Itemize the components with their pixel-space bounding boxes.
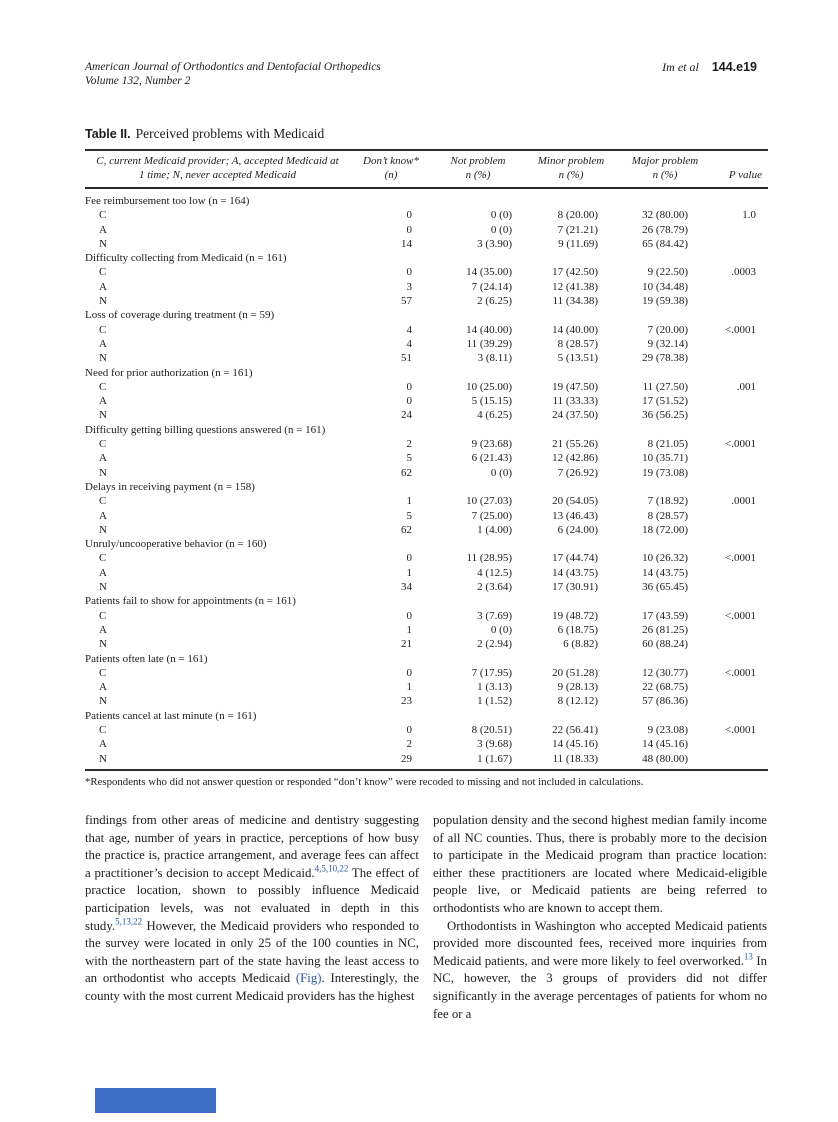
table-cell [712,351,768,365]
table-row [85,666,768,680]
table-cell: 17 (44.74) [552,552,598,565]
table-row-group: C [99,495,107,508]
table-cell: 9 (32.14) [647,337,688,350]
table-row [85,323,768,337]
table-row [85,509,768,523]
table-cell: 10 (26.32) [642,552,688,565]
table-section-label: Fee reimbursement too low (n = 164) [85,195,250,207]
table-cell: 12 (42.86) [552,452,598,465]
table-cell [712,623,768,637]
table-column-header [618,155,712,182]
table-row [85,337,768,351]
table-section-row [85,251,768,265]
table-cell: 0 [406,723,412,736]
authors: Im et al [662,60,699,74]
table-cell: 10 (35.71) [642,452,688,465]
body-column-right [433,812,767,1023]
table-cell: 6 (21.43) [471,452,512,465]
table-cell: 11 (39.29) [466,337,512,350]
table-cell: 0 [406,380,412,393]
table-key-header [85,155,350,182]
table-cell: 1 (3.13) [477,681,512,694]
table-column-header [350,155,432,182]
table-section-row [85,652,768,666]
table-cell: 1 (1.52) [477,695,512,708]
table-row-group: C [99,723,107,736]
table-cell: 4 [406,337,412,350]
table-cell: 3 (9.68) [477,738,512,751]
table-cell: 8 (20.00) [557,209,598,222]
table-cell [712,752,768,766]
table-cell: 21 (55.26) [552,438,598,451]
table-cell: 57 (86.36) [642,695,688,708]
table-cell: 5 [406,509,412,522]
table-cell: 21 [401,638,412,651]
table-row [85,551,768,565]
table-cell: 1 [406,623,412,636]
table-row-group: A [99,337,107,350]
table-cell [712,566,768,580]
table-row-group: A [99,223,107,236]
table-row-group: C [99,380,107,393]
table-cell: 1 (1.67) [477,752,512,765]
table-row-group: A [99,623,107,636]
table-cell: 11 (33.33) [552,395,598,408]
body-text-span: . Interestingly, the county with the most current Medicaid providers has the highest [85,971,419,1003]
table-cell: 26 (78.79) [642,223,688,236]
masthead [85,60,757,88]
column-header-line: P value [728,168,762,181]
table-cell: 4 [406,323,412,336]
table-cell: 8 (28.57) [647,509,688,522]
table-cell: <.0001 [725,323,756,336]
column-header-line: (n) [384,168,398,181]
table-cell: 1 [406,495,412,508]
citation-superscript[interactable]: 13 [743,951,753,962]
table-cell: 29 [401,752,412,765]
table-cell: 1 (4.00) [477,523,512,536]
table-row-group: A [99,566,107,579]
table-cell: 4 (12.5) [477,566,512,579]
running-head [662,60,757,75]
body-text-span: Orthodontists in Washington who accepted Medicaid patients provided more discounted fees, received more inquiries from Medicaid patients, and were more likely to feel overworked. [433,918,767,968]
table-row-group: A [99,738,107,751]
table-cell: 2 [406,738,412,751]
table-section-row [85,537,768,551]
table-cell: 12 (30.77) [642,666,688,679]
table-cell: 7 (21.21) [557,223,598,236]
table-cell: 14 (43.75) [552,566,598,579]
journal-volume: Volume 132, Number 2 [85,75,191,87]
table-cell: 0 [406,552,412,565]
table-cell: 26 (81.25) [642,623,688,636]
table-row [85,752,768,766]
table-title [85,126,324,142]
table-cell: 4 (6.25) [477,409,512,422]
citation-superscript[interactable]: 4,5,10,22 [314,863,349,874]
table-cell: 20 (51.28) [552,666,598,679]
table-cell [712,737,768,751]
table-cell: 9 (11.69) [558,237,598,250]
table-row-group: N [99,523,107,536]
table-body [85,189,768,771]
table-section-label: Loss of coverage during treatment (n = 59) [85,309,275,322]
table-cell: 17 (42.50) [552,266,598,279]
table-cell [712,509,768,523]
table-row [85,623,768,637]
table-row [85,380,768,394]
link-highlight-bar[interactable] [95,1088,216,1113]
table-cell: 9 (23.68) [471,438,512,451]
table-row [85,494,768,508]
table-cell: 7 (24.14) [471,280,512,293]
table-row [85,265,768,279]
table-cell: 9 (23.08) [647,723,688,736]
table-cell: 62 [401,466,412,479]
data-table [85,149,768,771]
body-paragraph [85,812,419,1006]
table-cell: 7 (20.00) [647,323,688,336]
table-cell: <.0001 [725,438,756,451]
table-cell: 1 [406,566,412,579]
table-row-group: A [99,452,107,465]
table-cell [712,223,768,237]
table-cell: 0 [406,209,412,222]
table-cell: 0 [406,609,412,622]
table-cell: 65 (84.42) [642,237,688,250]
table-section-label: Unruly/uncooperative behavior (n = 160) [85,538,267,551]
table-cell: 36 (65.45) [642,581,688,594]
table-column-header [712,155,768,182]
table-row [85,408,768,422]
table-cell: 0 (0) [490,209,512,222]
table-cell: 8 (12.12) [557,695,598,708]
table-cell: 7 (25.00) [471,509,512,522]
table-row-group: N [99,409,107,422]
table-cell: <.0001 [725,666,756,679]
table-row [85,223,768,237]
table-cell [712,337,768,351]
table-cell: 5 (15.15) [471,395,512,408]
table-cell: 6 (24.00) [557,523,598,536]
table-row-group: A [99,509,107,522]
table-section-label: Need for prior authorization (n = 161) [85,366,253,379]
table-cell: 3 (3.90) [477,237,512,250]
table-cell: 10 (25.00) [466,380,512,393]
table-cell: 14 (45.16) [552,738,598,751]
table-cell: 2 (2.94) [477,638,512,651]
table-cell: 11 (27.50) [642,380,688,393]
table-cell [712,637,768,651]
table-cell: .0001 [731,495,756,508]
table-section-label: Difficulty getting billing questions answered (n = 161) [85,423,326,436]
table-row [85,737,768,751]
table-cell: 18 (72.00) [642,523,688,536]
table-cell: 0 (0) [490,223,512,236]
table-row-group: A [99,395,107,408]
table-row [85,451,768,465]
table-row-group: N [99,466,107,479]
table-cell: <.0001 [725,552,756,565]
table-cell: 62 [401,523,412,536]
table-cell [712,394,768,408]
table-cell: <.0001 [725,723,756,736]
body-text-span: The effect of practice location, shown to possibly influence Medicaid participation levels, was not evaluated in depth in this study. [85,865,419,933]
table-row [85,694,768,708]
table-cell: 24 (37.50) [552,409,598,422]
table-cell: 36 (56.25) [642,409,688,422]
table-row-group: C [99,323,107,336]
table-row [85,466,768,480]
table-row-group: N [99,352,107,365]
table-cell [712,694,768,708]
table-cell: 24 [401,409,412,422]
table-cell [712,523,768,537]
table-cell: 3 (7.69) [477,609,512,622]
table-section-label: Patients often late (n = 161) [85,652,208,665]
citation-superscript[interactable]: 5,13,22 [115,916,143,927]
table-cell: 14 (45.16) [642,738,688,751]
table-cell: 57 [401,295,412,308]
table-cell: 34 [401,581,412,594]
table-section-row [85,194,768,208]
table-row-group: A [99,681,107,694]
table-cell: 9 (28.13) [557,681,598,694]
table-row [85,208,768,222]
table-cell: 14 [401,237,412,250]
table-cell [712,294,768,308]
body-paragraph [433,812,767,918]
table-row-group: N [99,752,107,765]
table-section-label: Difficulty collecting from Medicaid (n = 161) [85,252,287,265]
table-row-group: C [99,609,107,622]
table-row-group: C [99,209,107,222]
table-cell: 20 (54.05) [552,495,598,508]
body-text-span: population density and the second highest median family income of all NC counties. Thus, there is probably more to the decision to participate in the Medicaid program than practice location: either these practitioners are located where Medicaid-eligible people live, or Medicaid patients are being referred to orthodontists who are known to accept them. [433,813,767,915]
table-cell: 14 (43.75) [642,566,688,579]
table-cell: 10 (27.03) [466,495,512,508]
figure-link[interactable]: (Fig) [295,971,322,986]
table-cell [712,580,768,594]
column-header-line: n (%) [558,168,584,181]
table-cell: 3 (8.11) [477,352,512,365]
page-number: 144.e19 [711,60,757,74]
table-section-row [85,594,768,608]
table-cell: 0 (0) [490,623,512,636]
table-cell: 1.0 [742,209,756,222]
table-cell: 8 (20.51) [471,723,512,736]
table-column-header [524,155,618,182]
table-cell: 19 (73.08) [642,466,688,479]
table-header-row [85,151,768,189]
table-row-group: N [99,581,107,594]
table-cell: 8 (21.05) [647,438,688,451]
table-row-group: C [99,666,107,679]
table-key-line1: C, current Medicaid provider; A, accepted Medicaid at [96,155,339,167]
table-section-label: Patients cancel at last minute (n = 161) [85,709,257,722]
journal-info [85,60,381,88]
table-cell: 0 [406,666,412,679]
table-cell: 32 (80.00) [642,209,688,222]
table-cell: 2 (3.64) [477,581,512,594]
table-cell: 7 (17.95) [471,666,512,679]
table-caption: Perceived problems with Medicaid [135,126,325,141]
table-cell: 14 (40.00) [466,323,512,336]
table-row [85,437,768,451]
table-cell: 2 [406,438,412,451]
table-cell: 14 (35.00) [466,266,512,279]
table-row [85,351,768,365]
table-cell [712,466,768,480]
table-cell: 19 (48.72) [552,609,598,622]
table-cell: 48 (80.00) [642,752,688,765]
table-cell: 11 (28.95) [466,552,512,565]
table-cell [712,680,768,694]
table-cell: 19 (59.38) [642,295,688,308]
table-cell: 60 (88.24) [642,638,688,651]
table-row-group: N [99,237,107,250]
table-cell: 3 [406,280,412,293]
column-header-line: n (%) [652,168,678,181]
table-cell: 17 (51.52) [642,395,688,408]
table-cell: 12 (41.38) [552,280,598,293]
table-cell [712,408,768,422]
table-section-label: Delays in receiving payment (n = 158) [85,480,255,493]
table-row-group: N [99,695,107,708]
table-row [85,609,768,623]
table-row [85,294,768,308]
table-cell: 19 (47.50) [552,380,598,393]
table-cell: 5 (13.51) [557,352,598,365]
table-cell: 22 (56.41) [552,723,598,736]
table-row-group: C [99,552,107,565]
table-cell: 13 (46.43) [552,509,598,522]
table-section-row [85,423,768,437]
table-cell: 0 [406,395,412,408]
table-section-row [85,480,768,494]
table-cell: .001 [736,380,756,393]
table-cell: 7 (26.92) [557,466,598,479]
table-cell: 6 (8.82) [563,638,598,651]
table-cell: 10 (34.48) [642,280,688,293]
table-row [85,394,768,408]
table-cell: 0 (0) [490,466,512,479]
table-row [85,637,768,651]
table-section-row [85,709,768,723]
table-cell: .0003 [731,266,756,279]
body-text-span: In NC, however, the 3 groups of providers did not differ significantly in the average percentages of patients for whom no fee or a [433,953,768,1021]
table-row [85,680,768,694]
table-row [85,723,768,737]
table-section-row [85,308,768,322]
table-row [85,580,768,594]
table-label: Table II. [85,127,131,141]
table-cell [712,451,768,465]
table-row-group: N [99,295,107,308]
table-cell: 23 [401,695,412,708]
table-cell: 22 (68.75) [642,681,688,694]
table-cell: 0 [406,223,412,236]
table-cell: 2 (6.25) [477,295,512,308]
table-cell: 0 [406,266,412,279]
table-cell: 8 (28.57) [557,337,598,350]
body-text-span: findings from other areas of medicine and dentistry suggesting that age, number of years in practice, perceptions of how busy the practice is, practice arrangement, and average fees can affect a practitioner’s decision to accept Medicaid. [85,813,419,880]
table-cell: 1 [406,681,412,694]
table-section-label: Patients fail to show for appointments (n = 161) [85,595,296,608]
table-row [85,237,768,251]
table-cell: 7 (18.92) [647,495,688,508]
table-cell [712,280,768,294]
table-footnote: *Respondents who did not answer question or responded “don’t know” were recoded to missing and not included in calculations. [85,776,644,788]
table-key-line2: 1 time; N, never accepted Medicaid [139,168,296,181]
table-row [85,523,768,537]
table-row-group: A [99,280,107,293]
table-cell: 11 (18.33) [552,752,598,765]
table-cell: 29 (78.38) [642,352,688,365]
column-header-line: n (%) [465,168,491,181]
table-cell: 51 [401,352,412,365]
table-cell [712,237,768,251]
table-row [85,280,768,294]
table-section-row [85,366,768,380]
body-text-span: However, the Medicaid providers who responded to the survey were located in only 25 of the 100 counties in NC, with the northeastern part of the state having the least access to an orthodontist who accepts Medicaid [85,918,419,986]
table-row-group: C [99,266,107,279]
table-cell: <.0001 [725,609,756,622]
table-row [85,566,768,580]
table-cell: 17 (30.91) [552,581,598,594]
table-row-group: C [99,438,107,451]
journal-title: American Journal of Orthodontics and Dentofacial Orthopedics [85,61,381,73]
table-cell: 6 (18.75) [557,623,598,636]
column-header-line: Not problem [450,155,506,167]
body-column-left [85,812,419,1006]
column-header-line: Major problem [631,155,699,167]
body-paragraph [433,918,767,1024]
table-cell: 5 [406,452,412,465]
table-cell: 9 (22.50) [647,266,688,279]
table-row-group: N [99,638,107,651]
table-cell: 14 (40.00) [552,323,598,336]
table-cell: 11 (34.38) [552,295,598,308]
column-header-line: Minor problem [537,155,605,167]
column-header-line: Don’t know* [363,155,419,167]
table-column-header [432,155,524,182]
table-cell: 17 (43.59) [642,609,688,622]
